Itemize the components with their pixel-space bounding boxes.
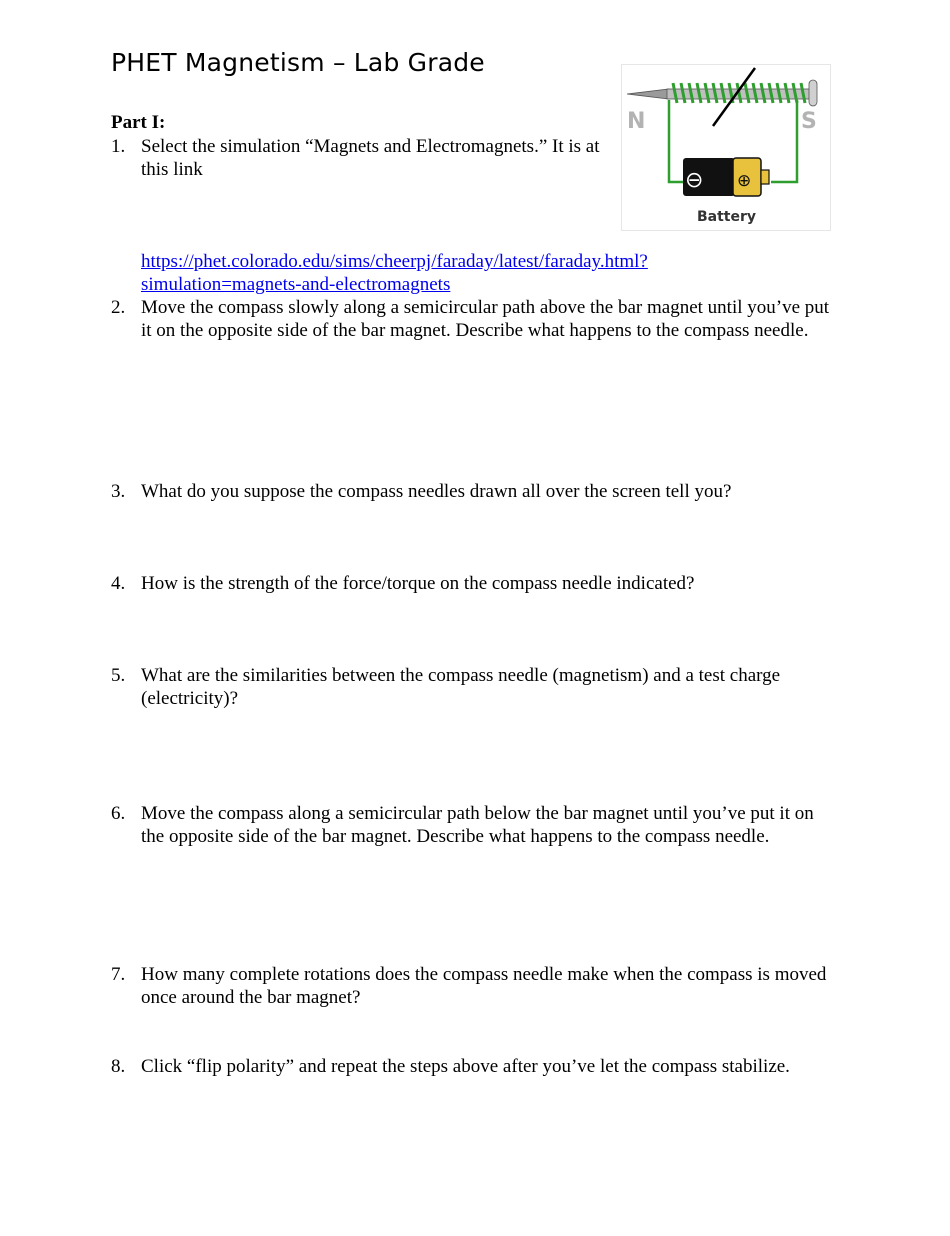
link-line-1[interactable]: https://phet.colorado.edu/sims/cheerpj/faraday/latest/faraday.html? [141, 251, 648, 272]
question-text: Move the compass along a semicircular path below the bar magnet until you’ve put it on the opposite side of the bar magnet. Describe what happens to the compass needle. [141, 803, 814, 847]
question-number: 5. [111, 665, 126, 686]
question-7 [111, 963, 831, 1009]
question-text: Select the simulation “Magnets and Electromagnets.” It is at this link [141, 136, 600, 180]
question-text: How is the strength of the force/torque on the compass needle indicated? [141, 573, 695, 594]
page-title: PHET Magnetism – Lab Grade [111, 48, 485, 77]
question-6 [111, 802, 836, 848]
question-4 [111, 572, 871, 595]
question-number: 3. [111, 481, 126, 502]
question-1 [111, 135, 611, 181]
north-label: N [627, 109, 646, 134]
question-text: What are the similarities between the compass needle (magnetism) and a test charge (electricity)? [141, 665, 781, 709]
battery-terminal [761, 170, 769, 184]
question-number: 8. [111, 1056, 126, 1077]
question-number: 4. [111, 573, 126, 594]
question-8 [111, 1055, 871, 1078]
question-2 [111, 296, 831, 342]
battery-label: Battery [697, 209, 757, 225]
south-label: S [801, 109, 817, 134]
question-number: 6. [111, 803, 126, 824]
part-heading: Part I: [111, 112, 166, 133]
question-text: Click “flip polarity” and repeat the steps above after you’ve let the compass stabilize. [141, 1056, 790, 1077]
question-number: 2. [111, 297, 126, 318]
question-5 [111, 664, 841, 710]
electromagnet-illustration [621, 64, 831, 231]
nail-head [809, 80, 817, 106]
question-3 [111, 480, 871, 503]
question-text: Move the compass slowly along a semicircular path above the bar magnet until you’ve put it on the opposite side of the bar magnet. Describe what happens to the compass needle. [141, 297, 830, 341]
question-text: How many complete rotations does the compass needle make when the compass is moved once around the bar magnet? [141, 964, 827, 1008]
question-text: What do you suppose the compass needles drawn all over the screen tell you? [141, 481, 732, 502]
question-number: 7. [111, 964, 126, 985]
link-line-2[interactable]: simulation=magnets-and-electromagnets [141, 274, 451, 295]
plus-icon: ⊕ [737, 171, 752, 191]
question-number: 1. [111, 136, 126, 157]
simulation-link[interactable] [141, 250, 701, 296]
minus-icon: ⊖ [685, 168, 704, 193]
